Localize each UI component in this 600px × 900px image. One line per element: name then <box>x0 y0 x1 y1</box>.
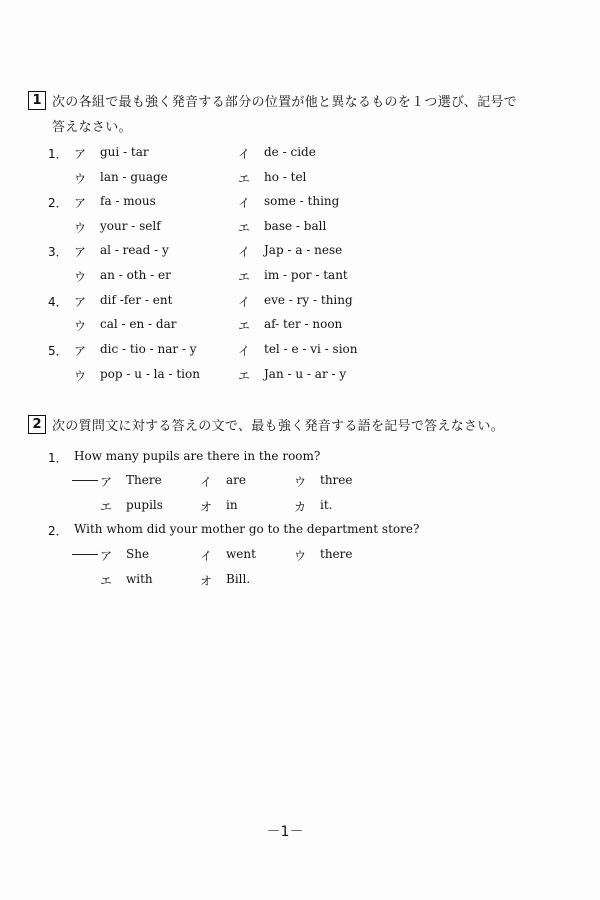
choice-mark: ア <box>74 147 87 161</box>
choice-mark: イ <box>200 549 213 563</box>
choice-word: went <box>226 547 256 561</box>
choice-mark: ウ <box>74 270 87 284</box>
choice-word: cal - en - dar <box>100 317 177 331</box>
section-1-instruction-line2: 答えなさい。 <box>52 120 132 135</box>
answer-dash <box>72 547 100 561</box>
choice-word: tel - e - vi - sion <box>264 342 358 356</box>
choice-word: Bill. <box>226 572 251 586</box>
choice-mark: ウ <box>294 549 307 563</box>
answer-dash <box>72 473 100 487</box>
choice-mark: エ <box>238 221 251 235</box>
choice-mark: イ <box>238 344 251 358</box>
section-1 <box>28 90 517 135</box>
choice-word: with <box>126 572 153 586</box>
question-text: How many pupils are there in the room? <box>74 449 321 463</box>
choice-mark: ウ <box>74 319 87 333</box>
choice-mark: オ <box>200 574 213 588</box>
choice-word: af- ter - noon <box>264 317 343 331</box>
choice-word: some - thing <box>264 194 340 208</box>
choice-mark: オ <box>200 500 213 514</box>
choice-mark: ウ <box>74 221 87 235</box>
choice-mark: イ <box>238 295 251 309</box>
choice-word: in <box>226 498 238 512</box>
question-text: With whom did your mother go to the department store? <box>74 522 420 536</box>
choice-mark: イ <box>238 147 251 161</box>
choice-mark: ア <box>74 245 87 259</box>
item-number: 5． <box>48 344 68 358</box>
choice-mark: イ <box>200 475 213 489</box>
choice-mark: エ <box>238 270 251 284</box>
choice-word: an - oth - er <box>100 268 171 282</box>
page-number: －1－ <box>266 824 304 840</box>
choice-word: base - ball <box>264 219 327 233</box>
choice-mark: イ <box>238 196 251 210</box>
choice-mark: カ <box>294 500 307 514</box>
section-2-number-box: 2 <box>28 415 46 434</box>
choice-word: Jap - a - nese <box>264 243 343 257</box>
choice-word: gui - tar <box>100 145 149 159</box>
choice-mark: エ <box>238 172 251 186</box>
choice-word: pupils <box>126 498 163 512</box>
choice-word: al - read - y <box>100 243 169 257</box>
choice-mark: ウ <box>74 369 87 383</box>
choice-word: There <box>126 473 162 487</box>
item-number: 2． <box>48 196 68 210</box>
section-2 <box>28 414 504 434</box>
choice-mark: エ <box>238 369 251 383</box>
item-number: 3． <box>48 245 68 259</box>
choice-word: Jan - u - ar - y <box>264 367 347 381</box>
choice-word: are <box>226 473 246 487</box>
section-2-instruction: 次の質問文に対する答えの文で、最も強く発音する語を記号で答えなさい。 <box>52 419 504 434</box>
choice-word: three <box>320 473 353 487</box>
choice-word: dif -fer - ent <box>100 293 173 307</box>
section-1-number-box: 1 <box>28 91 46 110</box>
choice-mark: ア <box>74 295 87 309</box>
choice-word: your - self <box>100 219 161 233</box>
choice-word: dic - tio - nar - y <box>100 342 197 356</box>
choice-word: fa - mous <box>100 194 156 208</box>
choice-mark: ア <box>74 196 87 210</box>
choice-word: de - cide <box>264 145 316 159</box>
choice-word: lan - guage <box>100 170 168 184</box>
choice-mark: ウ <box>294 475 307 489</box>
question-number: 1． <box>48 451 68 465</box>
choice-word: it. <box>320 498 333 512</box>
choice-word: pop - u - la - tion <box>100 367 200 381</box>
choice-word: She <box>126 547 150 561</box>
choice-mark: イ <box>238 245 251 259</box>
choice-mark: ア <box>100 549 113 563</box>
choice-mark: ウ <box>74 172 87 186</box>
choice-word: eve - ry - thing <box>264 293 353 307</box>
section-1-instruction-line1: 次の各組で最も強く発音する部分の位置が他と異なるものを１つ選び、記号で <box>52 95 517 110</box>
choice-mark: エ <box>100 574 113 588</box>
choice-mark: ア <box>100 475 113 489</box>
item-number: 4． <box>48 295 68 309</box>
choice-mark: エ <box>238 319 251 333</box>
item-number: 1． <box>48 147 68 161</box>
choice-word: ho - tel <box>264 170 307 184</box>
choice-word: im - por - tant <box>264 268 348 282</box>
choice-mark: ア <box>74 344 87 358</box>
choice-mark: エ <box>100 500 113 514</box>
question-number: 2． <box>48 524 68 538</box>
choice-word: there <box>320 547 353 561</box>
